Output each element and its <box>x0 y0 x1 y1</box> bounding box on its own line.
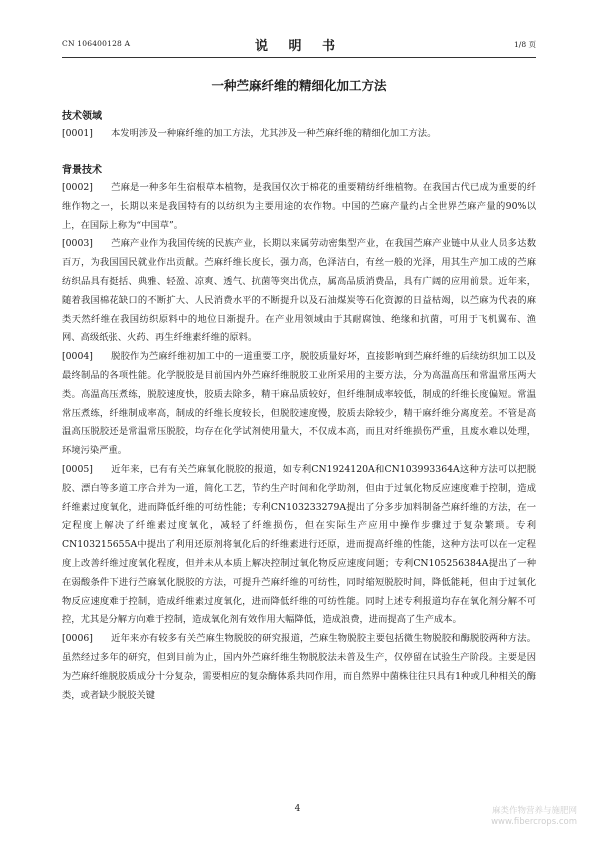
page-number: 4 <box>294 804 301 814</box>
paragraph-text: 近年来，已有有关苎麻氧化脱胶的报道，如专利CN1924120A和CN103993364A这种方法可以把脱胶、漂白等多道工序合并为一道，简化工艺，节约生产时间和化学助剂，但由于过氧化物反应速度难于控制，造成纤维素过度氧化，进而降低纤维的可纺性能；专利CN103233279A提出了分多步加料制备苎麻纤维的方法，在一定程度上解决了纤维素过度氧化，减轻了纤维损伤，但在实际生产应用中操作步骤过于复杂繁琐。专利CN103215655A中提出了利用还原剂将氧化后的纤维素进行还原，进而提高纤维的性能，这种方法可以在一定程度上改善纤维过度氧化程度，但并未从本质上解决控制过氧化物反应速度问题；专利CN105256384A提出了一种在弱酸条件下进行苎麻氧化脱胶的方法，可提升苎麻纤维的可纺性，同时缩短脱胶时间，降低能耗，但由于过氧化物反应速度难于控制，造成纤维素过度氧化，进而降低纤维的可纺性能。同时上述专利报道均存在氧化剂分解不可控，尤其是分解方向难于控制，造成氧化剂有效作用大幅降低，造成浪费，进而提高了生产成本。 <box>62 463 536 626</box>
paragraph-number: [0006] <box>62 633 93 645</box>
paragraph-number: [0003] <box>62 238 93 250</box>
section-heading: 背景技术 <box>62 165 102 176</box>
paragraph-number: [0005] <box>62 463 93 475</box>
paragraph-text: 近年来亦有较多有关苎麻生物脱胶的研究报道，苎麻生物脱胶主要包括微生物脱胶和酶脱胶两种方法。虽然经过多年的研究，但到目前为止，国内外苎麻纤维生物脱胶法未普及生产，仅停留在试验生产阶段。主要是因为苎麻纤维脱胶质成分十分复杂，需要相应的复杂酶体系共同作用，而自然界中菌株往往只具有1种或几种相关的酶类，或者缺少脱胶关键 <box>62 633 536 701</box>
paragraph <box>62 235 536 348</box>
document-title: 一种苎麻纤维的精细化加工方法 <box>211 78 387 93</box>
paragraph <box>62 630 536 705</box>
document-type: 说 明 书 <box>254 39 344 54</box>
site-watermark <box>491 806 577 828</box>
paragraph-number: [0001] <box>62 128 93 139</box>
section-heading: 技术领域 <box>62 111 102 122</box>
watermark-site-name: 麻类作物营养与施肥网 <box>491 806 577 816</box>
patent-number: CN 106400128 A <box>62 39 131 48</box>
paragraph <box>62 461 536 630</box>
paragraph <box>62 125 536 144</box>
paragraph-text: 本发明涉及一种麻纤维的加工方法，尤其涉及一种苎麻纤维的精细化加工方法。 <box>111 128 437 139</box>
page-header <box>62 35 536 55</box>
header-divider <box>62 57 536 58</box>
paragraph <box>62 348 536 461</box>
paragraph <box>62 179 536 235</box>
paragraph-text: 苎麻是一种多年生宿根草本植物，是我国仅次于棉花的重要精纺纤维植物。在我国古代已成为重要的纤维作物之一，长期以来是我国特有的以纺织为主要用途的农作物。中国的苎麻产量约占全世界苎麻产量的90%以上，在国际上称为“中国草”。 <box>62 182 536 231</box>
section-background <box>62 162 536 705</box>
paragraph-number: [0004] <box>62 351 93 363</box>
page-of-label: 1/8 页 <box>514 40 536 49</box>
section-technical-field <box>62 108 536 144</box>
paragraph-text: 脱胶作为苎麻纤维初加工中的一道重要工序，脱胶质量好坏，直接影响到苎麻纤维的后续纺织加工以及最终制品的各项性能。化学脱胶是目前国内外苎麻纤维脱胶工业所采用的主要方法，分为高温高压和常温常压两大类。高温高压煮练，脱胶速度快，胶质去除多，精干麻品质较好，但纤维制成率较低，制成的纤维长度偏短。常温常压煮练，纤维制成率高，制成的纤维长度较长，但脱胶速度慢，胶质去除较少，精干麻纤维分离度差。不管是高温高压脱胶还是常温常压脱胶，均存在化学试剂使用量大，不仅成本高，而且对纤维损伤严重，且废水难以处理，环境污染严重。 <box>62 351 536 457</box>
paragraph-number: [0002] <box>62 182 93 193</box>
paragraph-text: 苎麻产业作为我国传统的民族产业，长期以来属劳动密集型产业，在我国苎麻产业链中从业人员多达数百万，为我国国民就业作出贡献。苎麻纤维长度长，强力高，色泽洁白，有丝一般的光泽，用其生产加工成的苎麻纺织品具有挺括、典雅、轻盈、凉爽、透气、抗菌等突出优点，属高品质消费品，具有广阔的应用前景。近年来，随着我国棉花缺口的不断扩大、人民消费水平的不断提升以及石油煤炭等石化资源的日益枯竭，以苎麻为代表的麻类天然纤维在我国纺织原料中的地位日渐提升。在产业用领域由于其耐腐蚀、绝缘和抗菌，可用于飞机翼布、渔网、高级纸张、火药、再生纤维素纤维的原料。 <box>62 238 536 344</box>
watermark-url: www.fibercrops.com <box>491 817 577 827</box>
